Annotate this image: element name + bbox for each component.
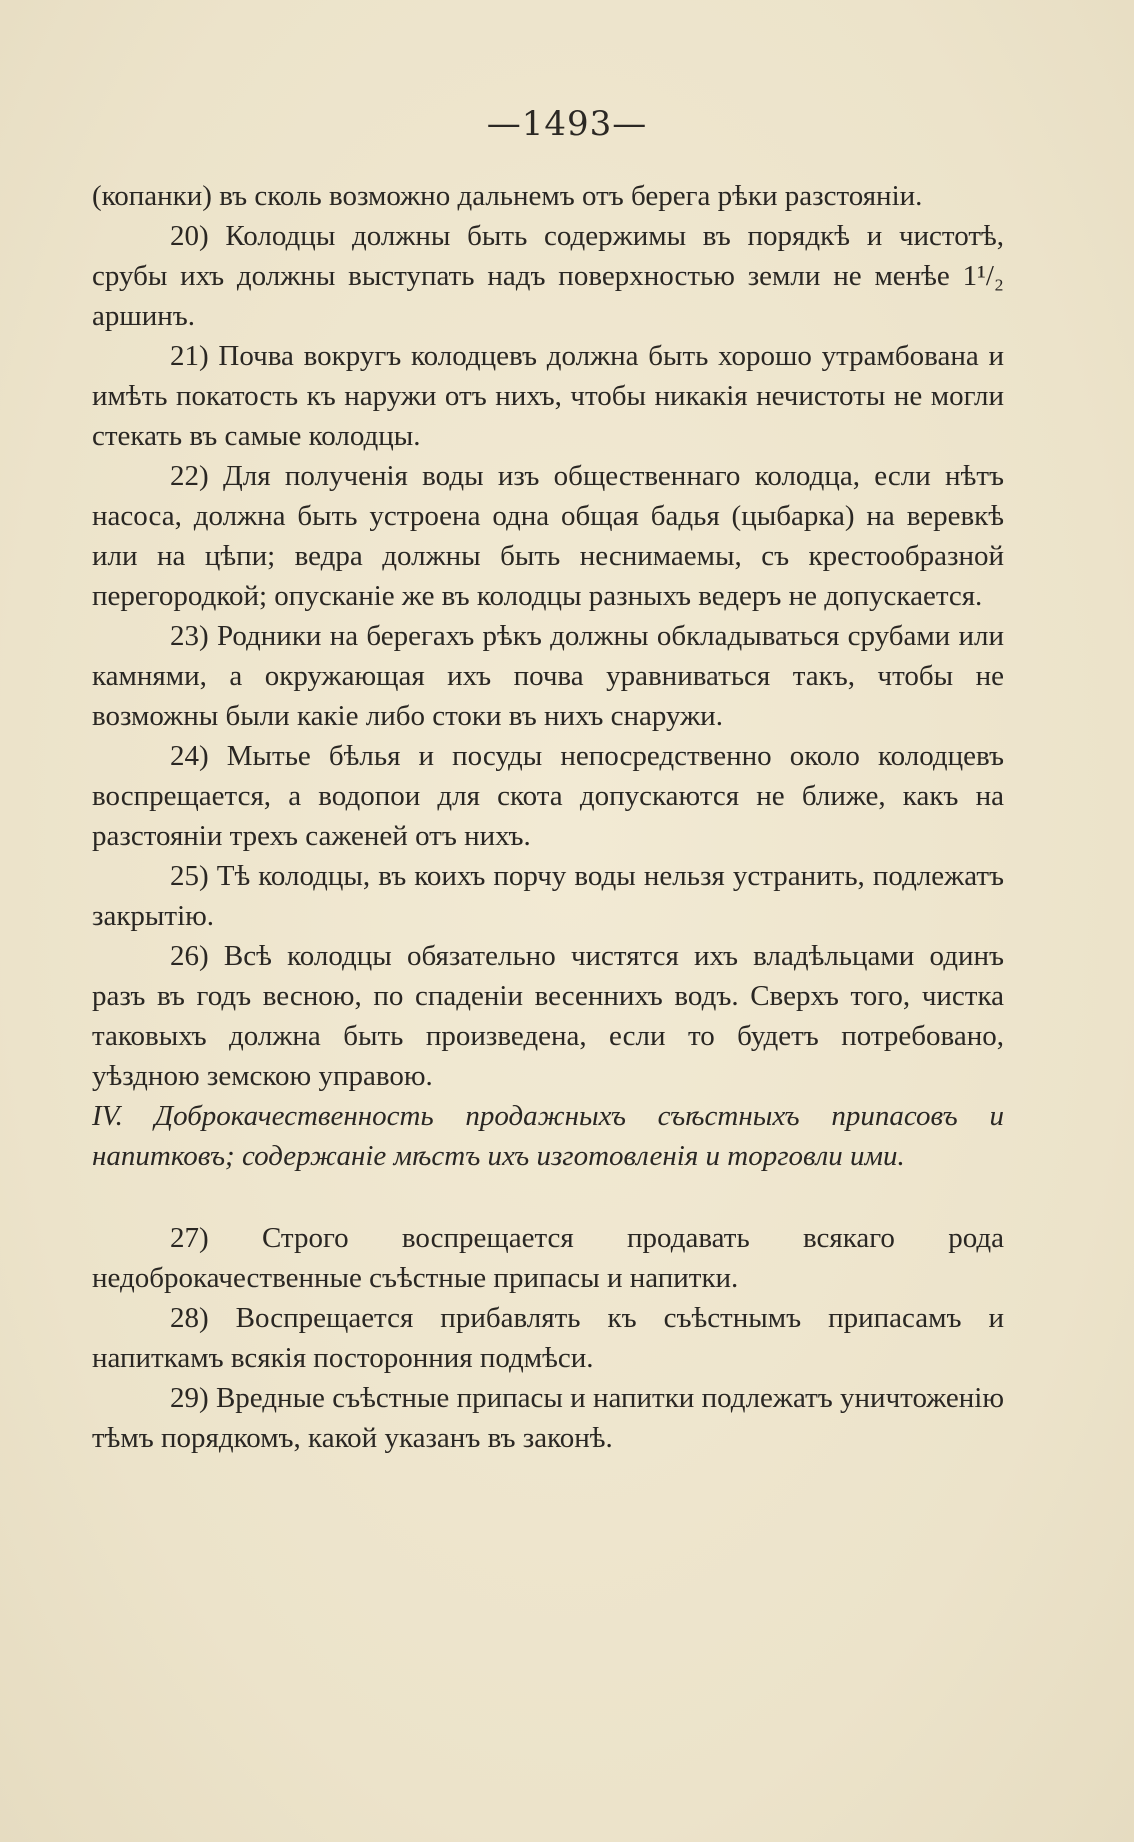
paragraph-29: 29) Вредные съѣстные припасы и напитки подлежатъ уничтоженію тѣмъ порядкомъ, какой указанъ въ законѣ. <box>92 1382 1004 1454</box>
paragraph-23: 23) Родники на берегахъ рѣкъ должны обкладываться срубами или камнями, а окружающая ихъ почва уравниваться такъ, чтобы не возможны были какіе либо стоки въ нихъ снаружи. <box>92 620 1004 732</box>
page-number: —1493— <box>486 104 648 144</box>
paragraph-22: 22) Для полученія воды изъ общественнаго колодца, если нѣтъ насоса, должна быть устроена одна общая бадья (цыбарка) на веревкѣ или на цѣпи; ведра должны быть неснимаемы, съ крестообразной перегородкой; опусканіе же въ колодцы разныхъ ведеръ не допускается. <box>92 460 1004 612</box>
paragraph-20: 20) Колодцы должны быть содержимы въ порядкѣ и чистотѣ, срубы ихъ должны выступать надъ поверхностью земли не менѣе 1¹/₂ аршинъ. <box>92 220 1004 332</box>
paragraph-27: 27) Строго воспрещается продавать всякаго рода недоброкачественные съѣстные припасы и напитки. <box>92 1222 1004 1294</box>
section-heading: IV. Доброкачественность продажныхъ съѣстныхъ припасовъ и напитковъ; содержаніе мѣстъ ихъ изготовленія и торговли ими. <box>92 1100 1004 1172</box>
section-spacer <box>92 1176 1004 1218</box>
paragraph-21: 21) Почва вокругъ колодцевъ должна быть хорошо утрамбована и имѣть покатость къ наружи отъ нихъ, чтобы никакія нечистоты не могли стекать въ самые колодцы. <box>92 340 1004 452</box>
paragraph-24: 24) Мытье бѣлья и посуды непосредственно около колодцевъ воспрещается, а водопои для скота допускаются не ближе, какъ на разстояніи трехъ саженей отъ нихъ. <box>92 740 1004 852</box>
document-body <box>92 176 1004 1458</box>
paragraph-continuation: (копанки) въ сколь возможно дальнемъ отъ берега рѣки разстояніи. <box>92 180 923 212</box>
paragraph-28: 28) Воспрещается прибавлять къ съѣстнымъ припасамъ и напиткамъ всякія посторонния подмѣси. <box>92 1302 1004 1374</box>
paragraph-26: 26) Всѣ колодцы обязательно чистятся ихъ владѣльцами одинъ разъ въ годъ весною, по спаденіи весеннихъ водъ. Сверхъ того, чистка таковыхъ должна быть произведена, если то будетъ потребовано, уѣздною земскою управою. <box>92 940 1004 1092</box>
paragraph-25: 25) Тѣ колодцы, въ коихъ порчу воды нельзя устранить, подлежатъ закрытію. <box>92 860 1004 932</box>
